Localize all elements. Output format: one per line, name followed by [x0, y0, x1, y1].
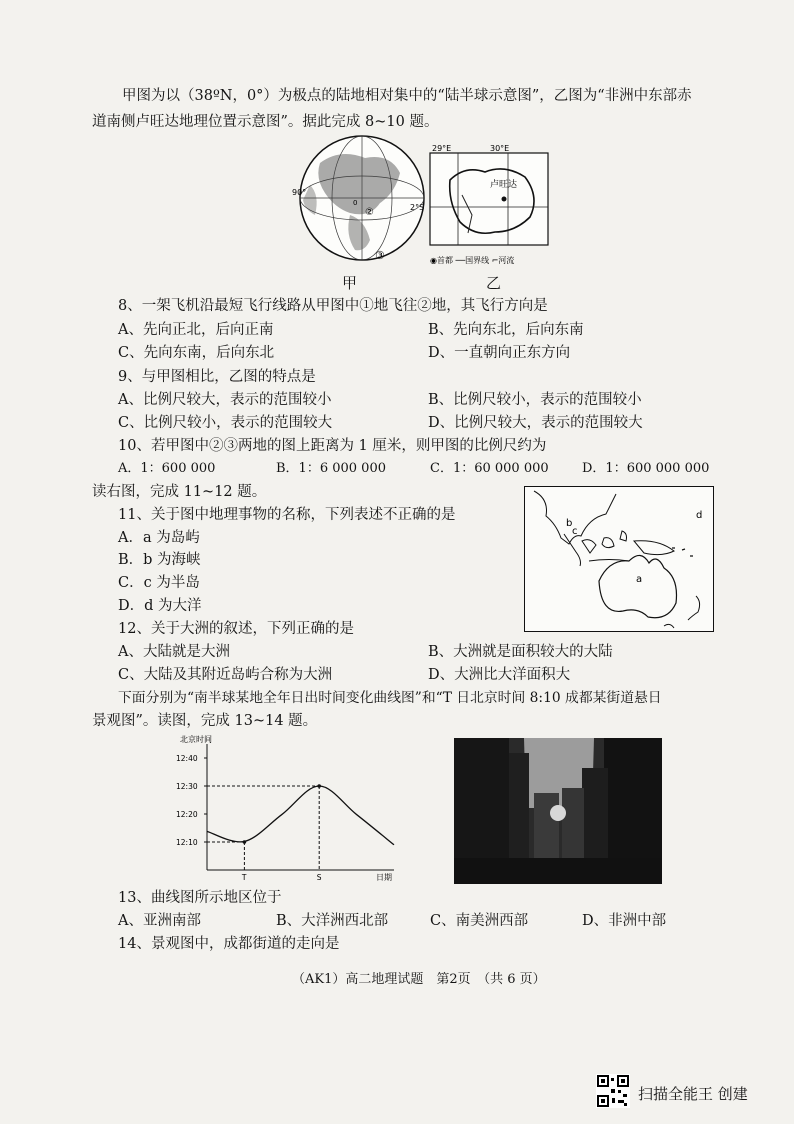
- q12-stem: 12、关于大洲的叙述，下列正确的是: [118, 621, 354, 637]
- rwanda-label-30e: 30°E: [490, 144, 510, 153]
- caption-yi: 乙: [486, 274, 502, 292]
- globe-label-90: 90°: [292, 188, 307, 197]
- rwanda-label-29e: 29°E: [432, 144, 452, 153]
- chart-xtick-label: T: [241, 873, 247, 882]
- intro2: 读右图，完成 11~12 题。: [92, 484, 267, 500]
- q11-option-a: A．a 为岛屿: [118, 530, 200, 546]
- map2-label-d: d: [696, 510, 703, 521]
- q13-option-b: B、大洋洲西北部: [276, 913, 389, 929]
- q9-option-d: D、比例尺较大，表示的范围较大: [428, 415, 643, 431]
- q13-option-c: C、南美洲西部: [430, 913, 529, 929]
- qr-code-icon: [596, 1074, 630, 1108]
- q10-option-c: C．1：60 000 000: [430, 461, 549, 476]
- q9-option-b: B、比例尺较小，表示的范围较小: [428, 392, 642, 408]
- globe-label-3: ③: [375, 249, 385, 262]
- q10-stem: 10、若甲图中②③两地的图上距离为 1 厘米，则甲图的比例尺约为: [118, 438, 547, 454]
- q8-option-b: B、先向东北，后向东南: [428, 322, 584, 338]
- figure-globe-and-rwanda: [290, 135, 560, 290]
- q8-option-c: C、先向东南，后向东北: [118, 345, 275, 361]
- figure-asia-australia-map: [524, 486, 714, 632]
- page-footer: （AK1）高二地理试题 第2页 （共 6 页）: [292, 972, 546, 987]
- chart-xlabel: 日期: [376, 873, 392, 882]
- intro-line-1: 甲图为以（38ºN，0°）为极点的陆地相对集中的“陆半球示意图”，乙图为“非洲中东部赤: [122, 88, 692, 104]
- q11-option-d: D．d 为大洋: [118, 598, 202, 614]
- globe-label-0: 0: [353, 199, 358, 207]
- q10-option-d: D．1：600 000 000: [582, 461, 710, 476]
- chart-xtick-label: S: [316, 873, 322, 882]
- rwanda-label-2s: 2°S: [410, 203, 425, 212]
- q9-option-c: C、比例尺较小，表示的范围较大: [118, 415, 333, 431]
- q11-option-c: C．c 为半岛: [118, 575, 200, 591]
- map2-label-c: c: [572, 526, 578, 537]
- globe-map: [300, 136, 424, 260]
- chart-ytick-label: 12:10: [176, 838, 198, 847]
- chart-ylabel: 北京时间: [180, 735, 212, 744]
- q14-stem: 14、景观图中，成都街道的走向是: [118, 936, 340, 952]
- q8-option-d: D、一直朝向正东方向: [428, 345, 571, 361]
- q8-option-a: A、先向正北，后向正南: [118, 322, 274, 338]
- rwanda-map: [430, 153, 548, 245]
- map2-label-a: a: [636, 574, 643, 585]
- chart-ytick-label: 12:20: [176, 810, 198, 819]
- rwanda-label-name: 卢旺达: [490, 180, 518, 190]
- q10-option-a: A．1：600 000: [118, 461, 216, 476]
- caption-jia: 甲: [342, 274, 358, 292]
- chart-ytick-label: 12:30: [176, 782, 198, 791]
- chengdu-street-photo: [454, 738, 662, 884]
- q12-option-a: A、大陆就是大洲: [118, 644, 230, 660]
- q13-stem: 13、曲线图所示地区位于: [118, 890, 282, 906]
- globe-label-2: ②: [365, 207, 374, 218]
- chart-marker-point: [243, 840, 247, 844]
- chart-marker-point: [317, 784, 321, 788]
- q9-stem: 9、与甲图相比，乙图的特点是: [118, 369, 316, 385]
- q11-stem: 11、关于图中地理事物的名称，下列表述不正确的是: [118, 507, 456, 523]
- map2-label-b: b: [566, 518, 573, 529]
- scanner-brand: 扫描全能王 创建: [638, 1085, 748, 1103]
- q12-option-d: D、大洲比大洋面积大: [428, 667, 571, 683]
- rwanda-legend: ◉首都 ──国界线 ⌐河流: [430, 256, 515, 265]
- q13-option-d: D、非洲中部: [582, 913, 667, 929]
- q12-option-c: C、大陆及其附近岛屿合称为大洲: [118, 667, 333, 683]
- q12-option-b: B、大洲就是面积较大的大陆: [428, 644, 613, 660]
- chart-ytick-label: 12:40: [176, 754, 198, 763]
- q11-option-b: B．b 为海峡: [118, 552, 201, 568]
- q8-stem: 8、一架飞机沿最短飞行线路从甲图中①地飞往②地，其飞行方向是: [118, 298, 548, 314]
- q9-option-a: A、比例尺较大，表示的范围较小: [118, 392, 332, 408]
- sunrise-time-chart: [172, 732, 412, 882]
- intro3-line-1: 下面分别为“南半球某地全年日出时间变化曲线图”和“T 日北京时间 8:10 成都某街道悬日: [118, 690, 662, 706]
- chart-series-line: [207, 786, 394, 845]
- intro3-line-2: 景观图”。读图，完成 13~14 题。: [92, 713, 318, 729]
- q13-option-a: A、亚洲南部: [118, 913, 201, 929]
- q10-option-b: B．1：6 000 000: [276, 461, 386, 476]
- intro-line-2: 道南侧卢旺达地理位置示意图”。据此完成 8~10 题。: [92, 114, 439, 130]
